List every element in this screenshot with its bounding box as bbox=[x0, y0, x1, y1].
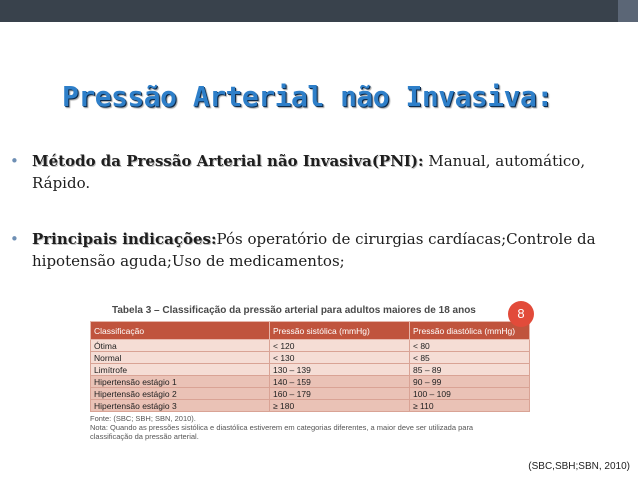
cell-classification: Hipertensão estágio 1 bbox=[91, 376, 270, 388]
bullet-lead: Método da Pressão Arterial não Invasiva(PNI): bbox=[32, 152, 424, 170]
table-row bbox=[91, 376, 530, 388]
header-systolic: Pressão sistólica (mmHg) bbox=[270, 322, 410, 340]
bullet-text bbox=[32, 150, 630, 194]
table-notes bbox=[90, 414, 530, 441]
cell-classification: Limítrofe bbox=[91, 364, 270, 376]
table-row bbox=[91, 352, 530, 364]
cell-classification: Hipertensão estágio 2 bbox=[91, 388, 270, 400]
page-number-badge: 8 bbox=[508, 301, 534, 327]
cell-diastolic: < 85 bbox=[410, 352, 530, 364]
bullet-body: Pós operatório de cirurgias cardíacas;Controle da hipotensão aguda;Uso de medicamentos; bbox=[32, 230, 596, 270]
bullet-pni-method bbox=[10, 150, 630, 194]
header-classification: Classificação bbox=[91, 322, 270, 340]
cell-systolic: < 120 bbox=[270, 340, 410, 352]
top-bar bbox=[0, 0, 638, 22]
cell-diastolic: 85 – 89 bbox=[410, 364, 530, 376]
top-bar-accent bbox=[618, 0, 638, 22]
cell-systolic: 140 – 159 bbox=[270, 376, 410, 388]
bp-classification-table-image bbox=[90, 301, 530, 451]
table-header-row bbox=[91, 322, 530, 340]
bullet-dot-icon: • bbox=[10, 230, 19, 248]
table-row bbox=[91, 400, 530, 412]
cell-systolic: 130 – 139 bbox=[270, 364, 410, 376]
cell-diastolic: 90 – 99 bbox=[410, 376, 530, 388]
source-citation: (SBC,SBH;SBN, 2010) bbox=[528, 461, 630, 472]
cell-systolic: 160 – 179 bbox=[270, 388, 410, 400]
cell-systolic: ≥ 180 bbox=[270, 400, 410, 412]
table-caption: Tabela 3 – Classificação da pressão arterial para adultos maiores de 18 anos bbox=[112, 305, 476, 316]
table-row bbox=[91, 340, 530, 352]
bullet-indications bbox=[10, 228, 630, 272]
cell-classification: Normal bbox=[91, 352, 270, 364]
cell-classification: Ótima bbox=[91, 340, 270, 352]
table-note-text-cont: classificação da pressão arterial. bbox=[90, 432, 199, 441]
bullet-body: Manual, automático, Rápido. bbox=[32, 152, 586, 192]
cell-diastolic: < 80 bbox=[410, 340, 530, 352]
bullet-text bbox=[32, 228, 630, 272]
table-note-text: Nota: Quando as pressões sistólica e diastólica estiverem em categorias diferentes, a maior deve ser utilizada para bbox=[90, 423, 474, 432]
slide-title: Pressão Arterial não Invasiva: bbox=[62, 80, 553, 113]
cell-classification: Hipertensão estágio 3 bbox=[91, 400, 270, 412]
bp-classification-table bbox=[90, 321, 530, 412]
bullet-dot-icon: • bbox=[10, 152, 19, 170]
table-note-source: Fonte: (SBC; SBH; SBN, 2010). bbox=[90, 414, 196, 423]
table-row bbox=[91, 364, 530, 376]
header-diastolic: Pressão diastólica (mmHg) bbox=[410, 322, 530, 340]
cell-diastolic: 100 – 109 bbox=[410, 388, 530, 400]
table-row bbox=[91, 388, 530, 400]
cell-systolic: < 130 bbox=[270, 352, 410, 364]
bullet-lead: Principais indicações: bbox=[32, 230, 217, 248]
cell-diastolic: ≥ 110 bbox=[410, 400, 530, 412]
